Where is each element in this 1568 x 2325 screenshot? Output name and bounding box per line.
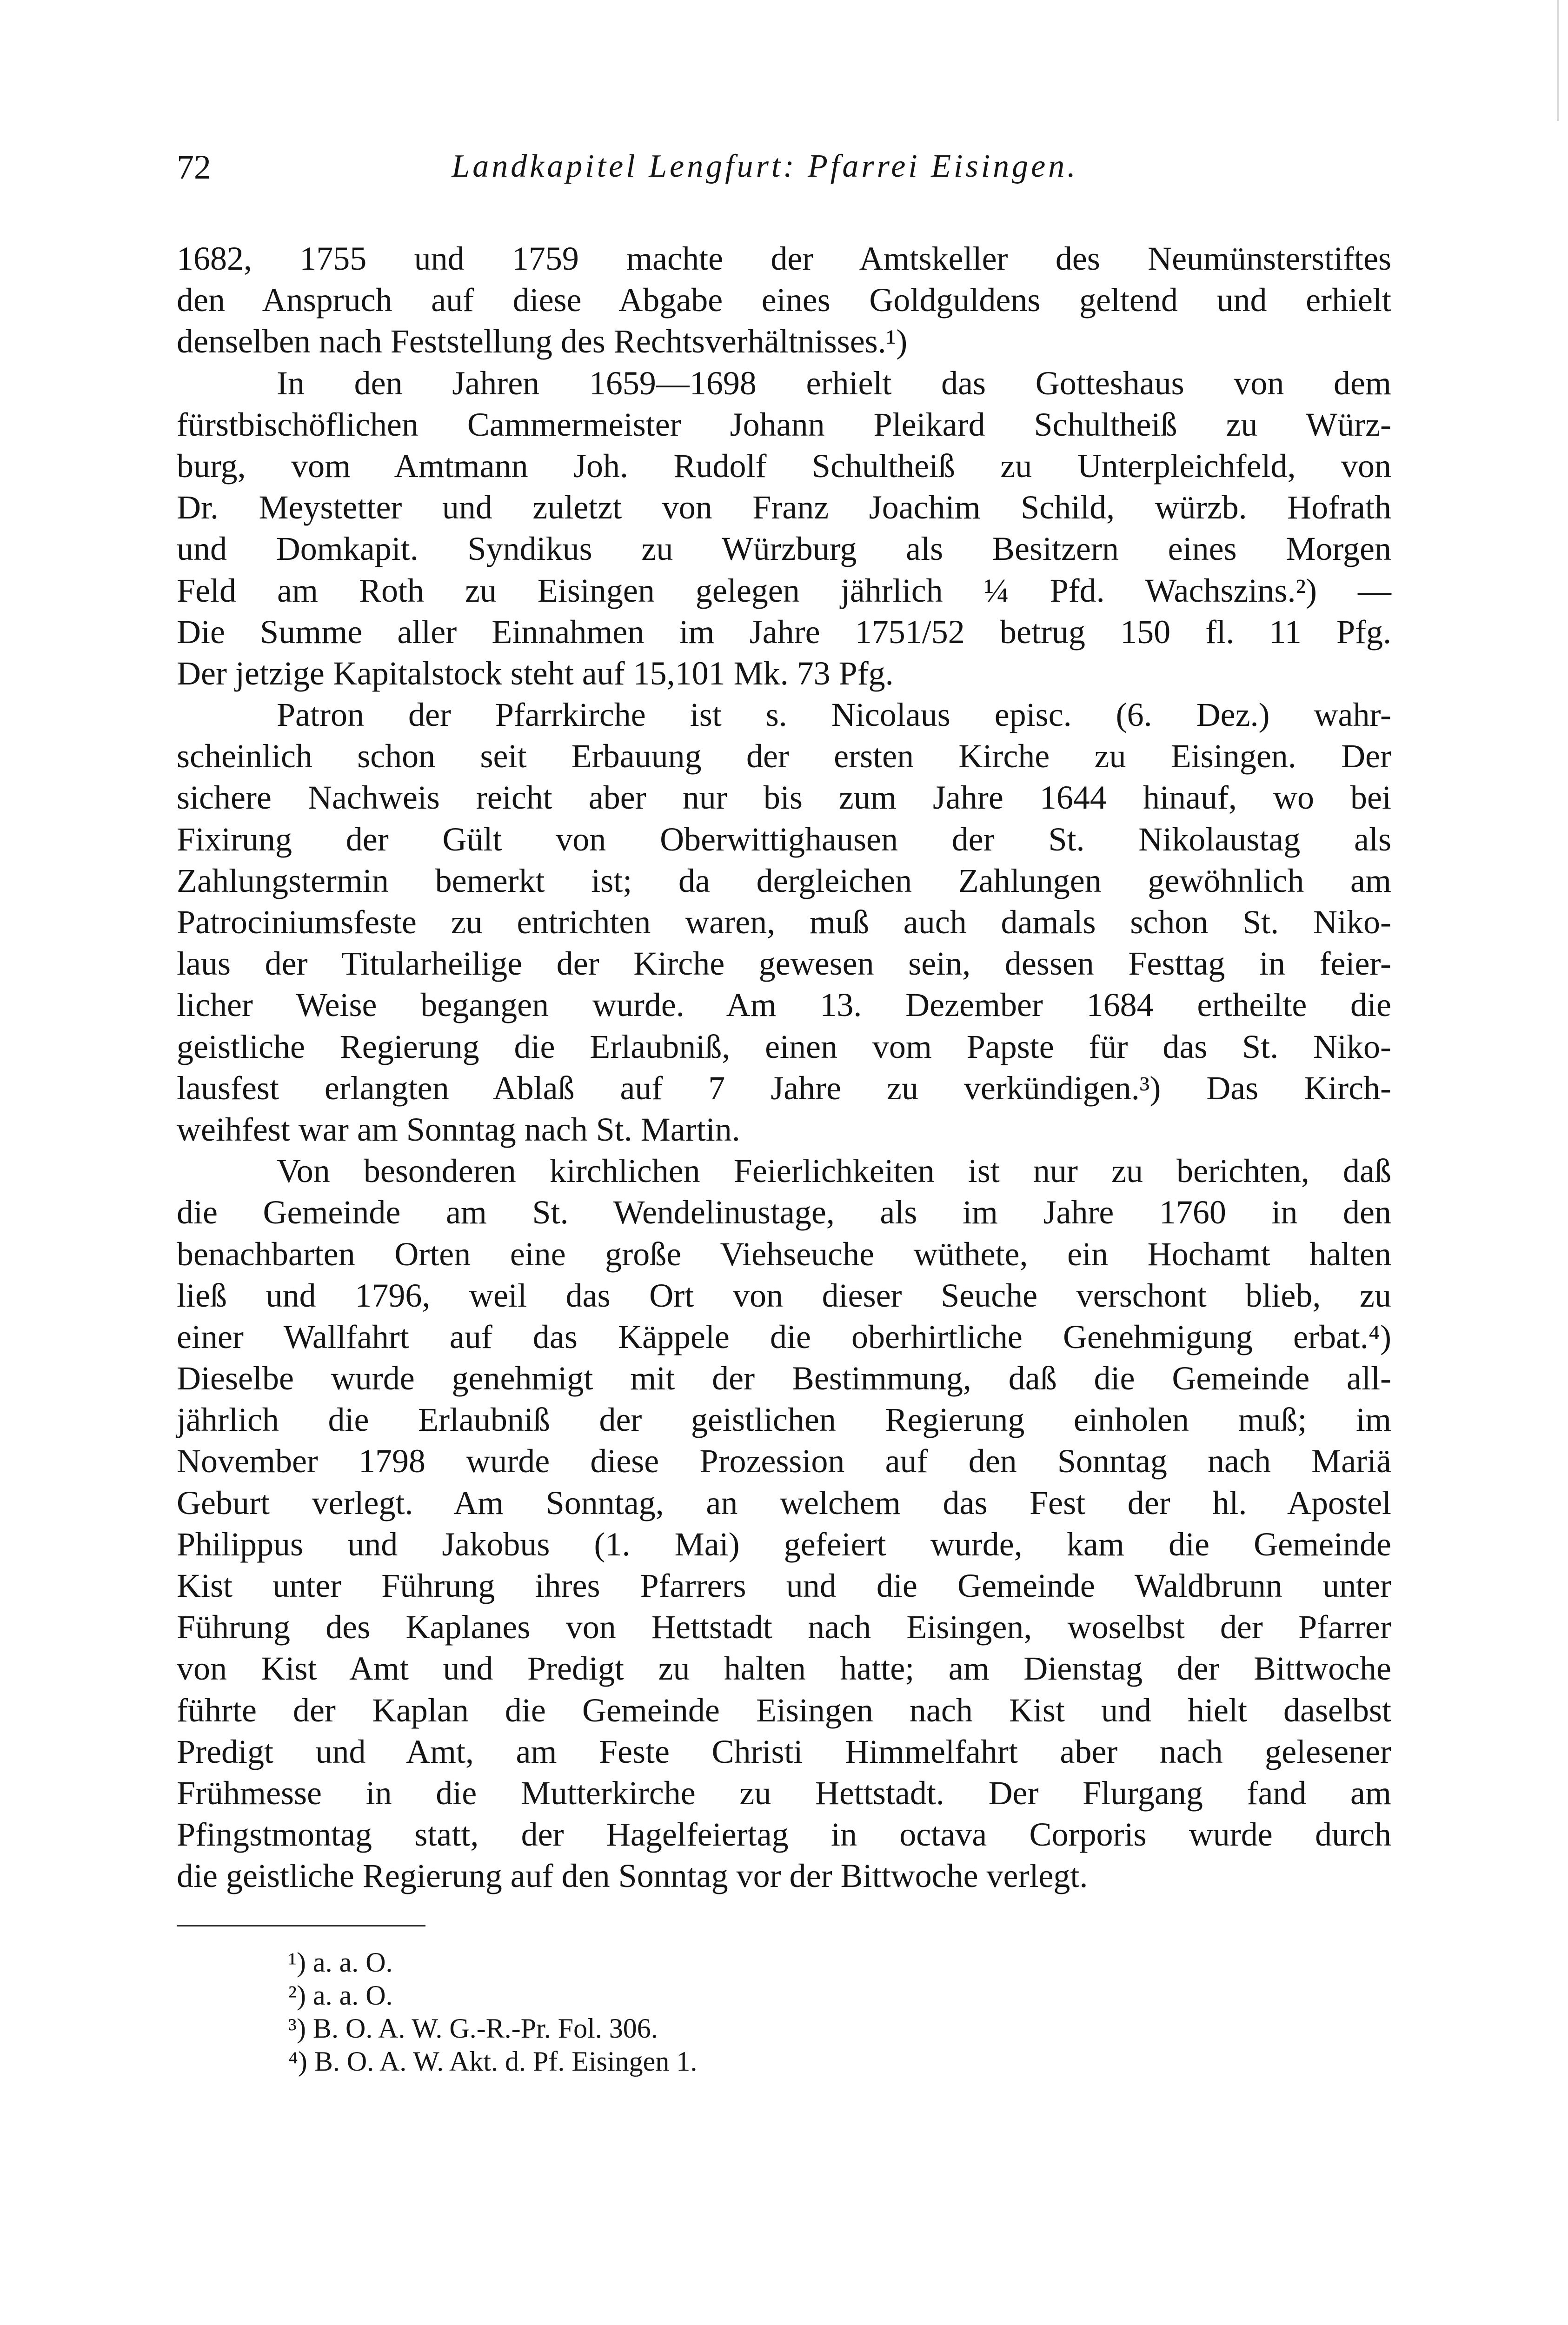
- text-line: Dr. Meystetter und zuletzt von Franz Joachim Schild, würzb. Hofrath: [177, 489, 1391, 526]
- text-line: Predigt und Amt, am Feste Christi Himmelfahrt aber nach gelesener: [177, 1733, 1391, 1770]
- footnote: ⁴) B. O. A. W. Akt. d. Pf. Eisingen 1.: [288, 2046, 698, 2077]
- body-text: [177, 238, 1391, 1897]
- footnotes: [288, 1946, 697, 2078]
- text-line: Kist unter Führung ihres Pfarrers und die Gemeinde Waldbrunn unter: [177, 1567, 1391, 1604]
- text-line: von Kist Amt und Predigt zu halten hatte; am Dienstag der Bittwoche: [177, 1650, 1391, 1687]
- text-line: Patron der Pfarrkirche ist s. Nicolaus episc. (6. Dez.) wahr-: [277, 696, 1391, 734]
- text-line: 1682, 1755 und 1759 machte der Amtskeller des Neumünsterstiftes: [177, 240, 1391, 277]
- text-line: burg, vom Amtmann Joh. Rudolf Schultheiß zu Unterpleichfeld, von: [177, 447, 1391, 485]
- page-number: 72: [177, 148, 211, 186]
- text-line: Fixirung der Gült von Oberwittighausen der St. Nikolaustag als: [177, 820, 1391, 858]
- text-line: Zahlungstermin bemerkt ist; da dergleichen Zahlungen gewöhnlich am: [177, 862, 1391, 899]
- text-line: geistliche Regierung die Erlaubniß, einen vom Papste für das St. Niko-: [177, 1028, 1391, 1065]
- text-line: Geburt verlegt. Am Sonntag, an welchem das Fest der hl. Apostel: [177, 1484, 1391, 1521]
- text-line: November 1798 wurde diese Prozession auf den Sonntag nach Mariä: [177, 1442, 1391, 1480]
- text-line: die geistliche Regierung auf den Sonntag vor der Bittwoche verlegt.: [177, 1857, 1088, 1895]
- footnote: ²) a. a. O.: [288, 1980, 393, 2011]
- text-line: Von besonderen kirchlichen Feierlichkeiten ist nur zu berichten, daß: [277, 1152, 1391, 1190]
- text-line: Patrociniumsfeste zu entrichten waren, muß auch damals schon St. Niko-: [177, 903, 1391, 941]
- text-line: Der jetzige Kapitalstock steht auf 15,101 Mk. 73 Pfg.: [177, 654, 894, 692]
- text-line: einer Wallfahrt auf das Käppele die oberhirtliche Genehmigung erbat.⁴): [177, 1318, 1391, 1355]
- scan-edge-mark: [1557, 0, 1559, 121]
- text-line: und Domkapit. Syndikus zu Würzburg als Besitzern eines Morgen: [177, 530, 1391, 568]
- text-line: Führung des Kaplanes von Hettstadt nach Eisingen, woselbst der Pfarrer: [177, 1608, 1391, 1646]
- text-line: ließ und 1796, weil das Ort von dieser Seuche verschont blieb, zu: [177, 1276, 1391, 1314]
- text-line: führte der Kaplan die Gemeinde Eisingen nach Kist und hielt daselbst: [177, 1691, 1391, 1729]
- text-line: Dieselbe wurde genehmigt mit der Bestimmung, daß die Gemeinde all-: [177, 1360, 1391, 1397]
- text-line: benachbarten Orten eine große Viehseuche wüthete, ein Hochamt halten: [177, 1235, 1391, 1273]
- text-line: licher Weise begangen wurde. Am 13. Dezember 1684 ertheilte die: [177, 986, 1391, 1024]
- text-line: sichere Nachweis reicht aber nur bis zum Jahre 1644 hinauf, wo bei: [177, 779, 1391, 817]
- text-line: In den Jahren 1659—1698 erhielt das Gotteshaus von dem: [277, 364, 1391, 402]
- text-line: Feld am Roth zu Eisingen gelegen jährlich ¼ Pfd. Wachszins.²) —: [177, 571, 1391, 609]
- running-title: Landkapitel Lengfurt: Pfarrei Eisingen.: [452, 148, 1078, 184]
- text-line: die Gemeinde am St. Wendelinustage, als im Jahre 1760 in den: [177, 1194, 1391, 1231]
- text-line: den Anspruch auf diese Abgabe eines Goldguldens geltend und erhielt: [177, 281, 1391, 319]
- text-line: laus der Titularheilige der Kirche gewesen sein, dessen Festtag in feier-: [177, 945, 1391, 983]
- text-line: denselben nach Feststellung des Rechtsverhältnisses.¹): [177, 323, 908, 360]
- text-line: Pfingstmontag statt, der Hagelfeiertag in octava Corporis wurde durch: [177, 1816, 1391, 1853]
- text-line: fürstbischöflichen Cammermeister Johann Pleikard Schultheiß zu Würz-: [177, 405, 1391, 443]
- text-line: Frühmesse in die Mutterkirche zu Hettstadt. Der Flurgang fand am: [177, 1774, 1391, 1812]
- text-line: Die Summe aller Einnahmen im Jahre 1751/52 betrug 150 fl. 11 Pfg.: [177, 613, 1391, 651]
- text-line: lausfest erlangten Ablaß auf 7 Jahre zu verkündigen.³) Das Kirch-: [177, 1069, 1391, 1107]
- footnote-divider: [177, 1925, 425, 1926]
- text-line: weihfest war am Sonntag nach St. Martin.: [177, 1110, 740, 1148]
- footnote: ¹) a. a. O.: [288, 1947, 393, 1978]
- text-line: scheinlich schon seit Erbauung der ersten Kirche zu Eisingen. Der: [177, 737, 1391, 775]
- footnote: ³) B. O. A. W. G.-R.-Pr. Fol. 306.: [288, 2013, 658, 2044]
- text-line: Philippus und Jakobus (1. Mai) gefeiert wurde, kam die Gemeinde: [177, 1525, 1391, 1563]
- text-line: jährlich die Erlaubniß der geistlichen Regierung einholen muß; im: [177, 1401, 1391, 1439]
